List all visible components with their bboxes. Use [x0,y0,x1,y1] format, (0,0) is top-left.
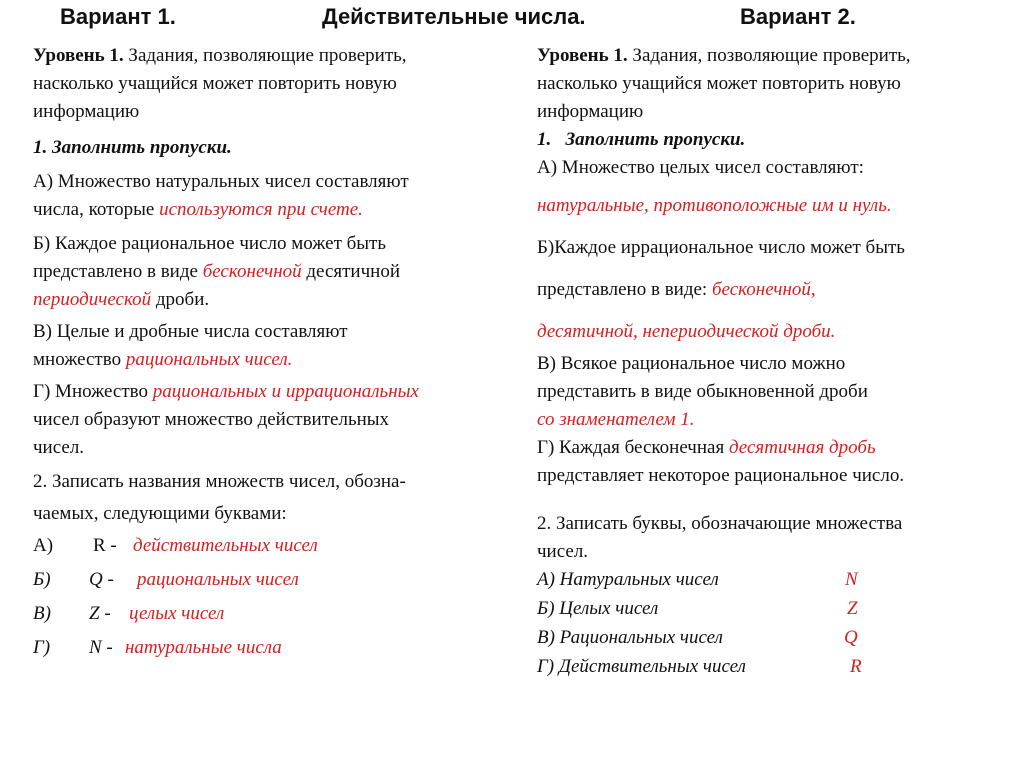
answer-text: натуральные, противоположные им и нуль. [537,195,892,216]
page-title: Действительные числа. [322,4,586,29]
item-g-line-1: Г) Каждая бесконечная десятичная дробь [537,437,876,458]
item-b-line-1: Б) Каждое рациональное число может быть [33,233,387,254]
variant-2-column [537,42,1007,682]
item-a-line-1: А) Множество целых чисел составляют: [537,157,864,178]
answer-text: рациональных чисел [137,569,299,590]
task-1-title: 1. Заполнить пропуски. [33,137,232,158]
list-item: Б) Целых чисел Z [537,595,1007,624]
letters-list [33,532,523,668]
answer-text: Q [844,627,858,648]
item-b-line-1: Б)Каждое иррациональное число может быть [537,237,905,258]
answer-text: рациональных и иррациональных [152,381,419,402]
level-line-3: информацию [537,101,644,122]
answer-text: натуральные числа [125,637,282,658]
item-g-line-2: чисел образуют множество действительных [33,409,390,430]
answer-text: используются при счете. [159,199,363,220]
task-2-line-2: чисел. [537,541,589,562]
task-2-line-1: 2. Записать названия множеств чисел, обозна- [33,471,406,492]
item-g-line-1: Г) Множество рациональных и иррациональных [33,381,419,402]
task-2-line-2: чаемых, следующими буквами: [33,503,287,524]
task-1-title: 1. Заполнить пропуски. [537,129,746,150]
answer-text: бесконечной [202,261,302,282]
answer-text: целых чисел [129,603,225,624]
answer-text: десятичная дробь [728,437,876,458]
item-g-line-3: чисел. [33,437,85,458]
level-line-2: насколько учащийся может повторить новую [537,73,901,94]
item-b-line-3: периодической дроби. [33,289,210,310]
answer-text: Z [847,598,858,619]
answer-text: периодической [33,289,152,310]
list-item: Г) Действительных чисел R [537,653,1007,682]
level-line-2: насколько учащийся может повторить новую [33,73,397,94]
list-item: Г) N - натуральные числа [33,634,523,668]
answer-text: действительных чисел [133,535,318,556]
item-g-line-2: представляет некоторое рациональное число. [537,465,905,486]
answer-text: рациональных чисел. [125,349,293,370]
answer-text: десятичной, непериодической дроби. [537,321,836,342]
item-v-line-2: представить в виде обыкновенной дроби [537,381,868,402]
answer-text: R [850,656,862,677]
item-v-line-2: множество рациональных чисел. [33,349,293,370]
list-item: Б) Q - рациональных чисел [33,566,523,600]
answer-text: со знаменателем 1. [537,409,695,430]
sets-list [537,566,1007,682]
list-item: А) R - действительных чисел [33,532,523,566]
item-b-line-2: представлено в виде бесконечной десятичной [33,261,400,282]
list-item: В) Рациональных чисел Q [537,624,1007,653]
item-a-line-2: числа, которые используются при счете. [33,199,363,220]
task-2-line-1: 2. Записать буквы, обозначающие множества [537,513,903,534]
item-v-line-1: В) Всякое рациональное число можно [537,353,846,374]
variant-1-column [33,42,523,668]
answer-text: бесконечной, [711,279,816,300]
item-a-line-1: А) Множество натуральных чисел составляют [33,171,409,192]
level-line-3: информацию [33,101,140,122]
item-v-line-1: В) Целые и дробные числа составляют [33,321,348,342]
variant-2-heading: Вариант 2. [740,4,856,29]
list-item: В) Z - целых чисел [33,600,523,634]
list-item: А) Натуральных чисел N [537,566,1007,595]
answer-text: N [845,569,858,590]
level-line-1: Уровень 1. Задания, позволяющие проверить, [33,45,407,66]
variant-1-heading: Вариант 1. [60,4,176,29]
level-line-1: Уровень 1. Задания, позволяющие проверить, [537,45,911,66]
item-b-line-2: представлено в виде: бесконечной, [537,279,816,300]
